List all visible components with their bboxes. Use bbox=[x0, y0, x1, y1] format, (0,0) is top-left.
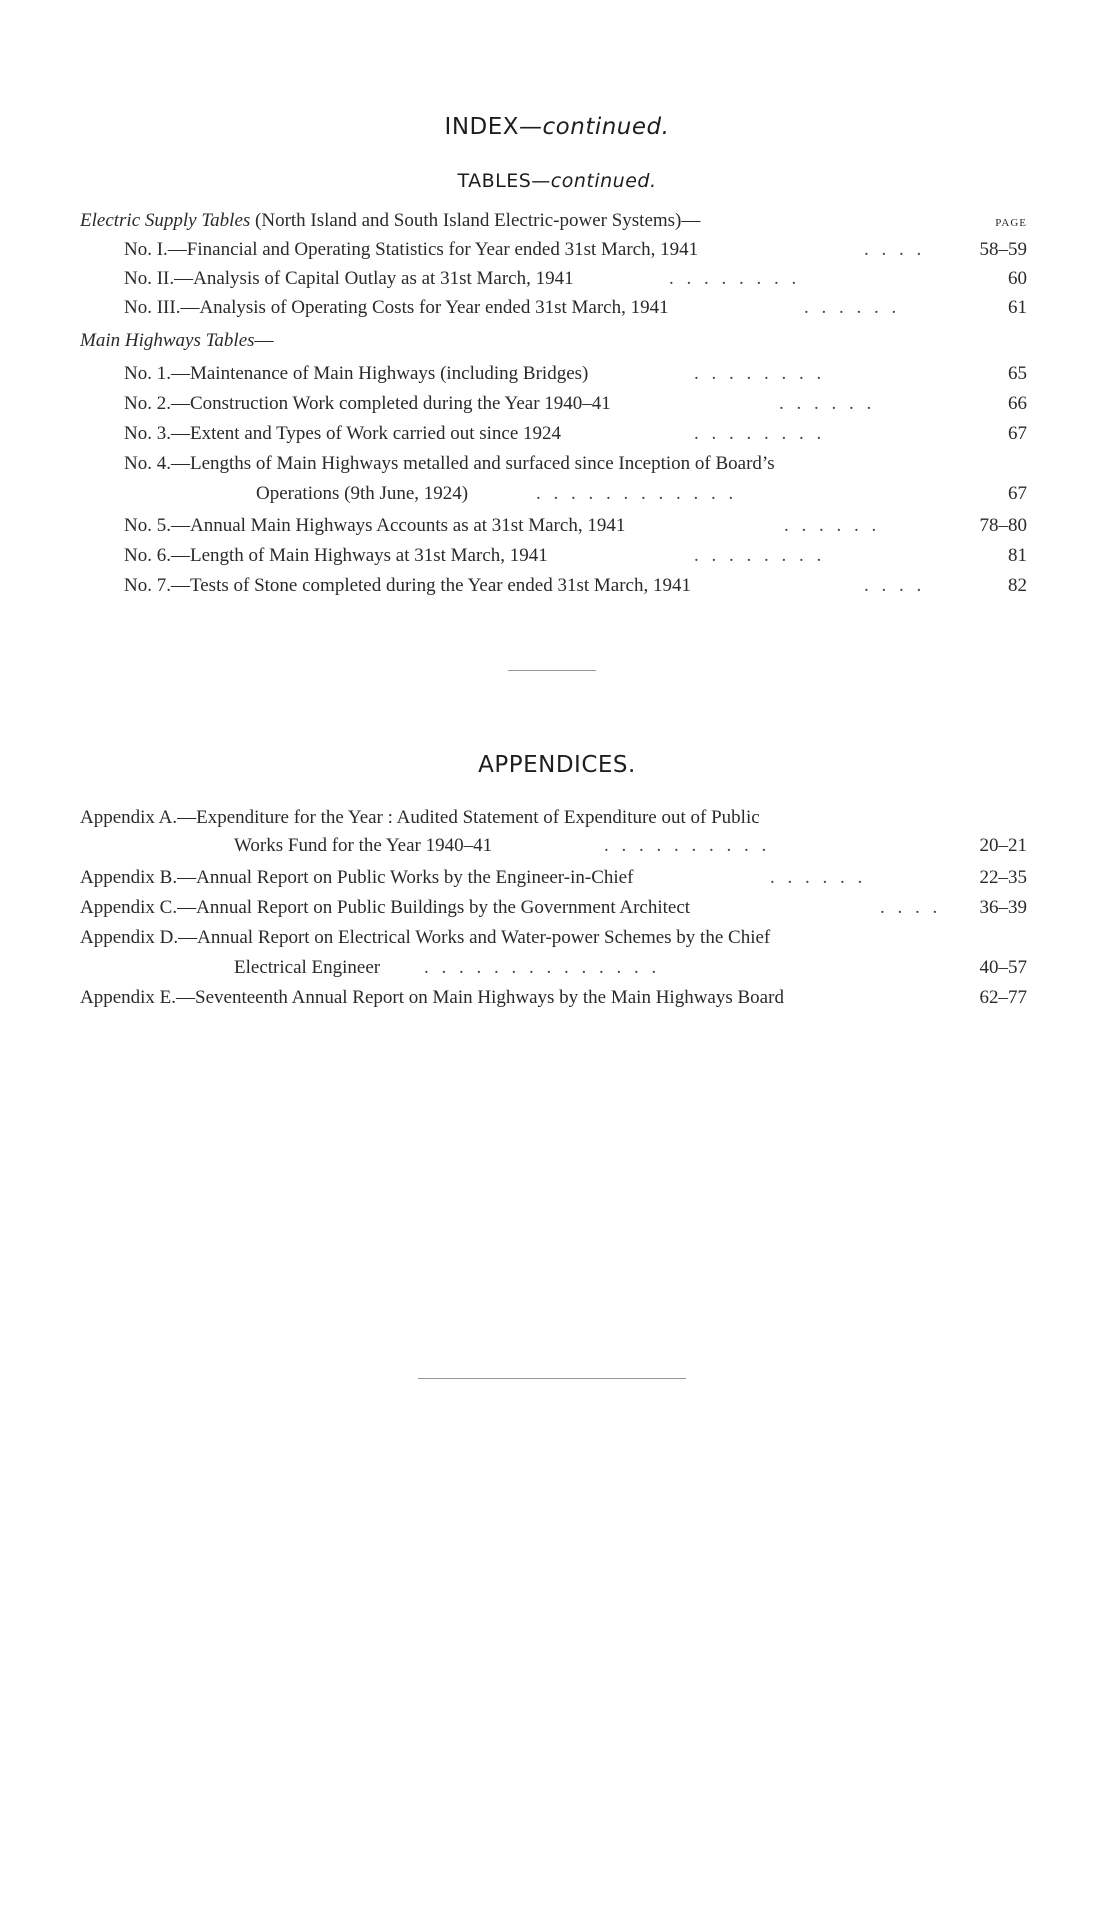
appendix-entry: Appendix A.—Expenditure for the Year : Audited Statement of Expenditure out of Public bbox=[80, 807, 760, 828]
page-number: 66 bbox=[1008, 393, 1027, 414]
index-entry: No. 5.—Annual Main Highways Accounts as at 31st March, 1941 . . . . . . 78–80 bbox=[124, 512, 1027, 540]
index-heading: INDEX—continued. bbox=[444, 114, 670, 140]
appendix-entry-continuation: Works Fund for the Year 1940–41 . . . . . . . . . . 20–21 bbox=[234, 832, 1027, 860]
index-entry: No. 4.—Lengths of Main Highways metalled and surfaced since Inception of Board’s bbox=[124, 453, 775, 474]
index-entry: No. III.—Analysis of Operating Costs for Year ended 31st March, 1941 . . . . . . 61 bbox=[124, 294, 1027, 322]
index-entry: No. II.—Analysis of Capital Outlay as at 31st March, 1941 . . . . . . . . 60 bbox=[124, 265, 1027, 293]
appendix-entry-continuation: Electrical Engineer . . . . . . . . . . . . . . 40–57 bbox=[234, 954, 1027, 982]
page-number: 36–39 bbox=[979, 897, 1027, 918]
electric-section-title: Electric Supply Tables (North Island and South Island Electric-power Systems)— PAGE bbox=[80, 207, 1027, 235]
page-column-label: PAGE bbox=[995, 217, 1027, 229]
page-number: 60 bbox=[1008, 268, 1027, 289]
page-number: 65 bbox=[1008, 363, 1027, 384]
end-divider bbox=[418, 1378, 686, 1379]
page-number: 22–35 bbox=[979, 867, 1027, 888]
page-number: 78–80 bbox=[979, 515, 1027, 536]
page-number: 40–57 bbox=[979, 957, 1027, 978]
tables-heading: TABLES—continued. bbox=[457, 170, 657, 192]
index-entry: No. 1.—Maintenance of Main Highways (including Bridges) . . . . . . . . 65 bbox=[124, 360, 1027, 388]
index-entry: No. 6.—Length of Main Highways at 31st March, 1941 . . . . . . . . 81 bbox=[124, 542, 1027, 570]
index-entry: No. 2.—Construction Work completed during the Year 1940–41 . . . . . . 66 bbox=[124, 390, 1027, 418]
page-number: 61 bbox=[1008, 297, 1027, 318]
index-entry: No. 3.—Extent and Types of Work carried out since 1924 . . . . . . . . 67 bbox=[124, 420, 1027, 448]
appendices-heading: APPENDICES. bbox=[478, 752, 636, 778]
index-entry: No. I.—Financial and Operating Statistics for Year ended 31st March, 1941 . . . . 58–59 bbox=[124, 236, 1027, 264]
highways-section-title: Main Highways Tables— bbox=[80, 330, 274, 351]
appendix-entry: Appendix E.—Seventeenth Annual Report on Main Highways by the Main Highways Board 62–77 bbox=[80, 984, 1027, 1012]
appendix-entry: Appendix B.—Annual Report on Public Works by the Engineer-in-Chief . . . . . . 22–35 bbox=[80, 864, 1027, 892]
appendix-entry: Appendix D.—Annual Report on Electrical Works and Water-power Schemes by the Chief bbox=[80, 927, 771, 948]
page-number: 20–21 bbox=[979, 835, 1027, 856]
appendix-entry: Appendix C.—Annual Report on Public Buildings by the Government Architect . . . . 36–39 bbox=[80, 894, 1027, 922]
page-number: 67 bbox=[1008, 483, 1027, 504]
page-number: 81 bbox=[1008, 545, 1027, 566]
page-number: 58–59 bbox=[979, 239, 1027, 260]
section-divider bbox=[508, 670, 596, 671]
page-number: 67 bbox=[1008, 423, 1027, 444]
page-number: 82 bbox=[1008, 575, 1027, 596]
page-number: 62–77 bbox=[979, 987, 1027, 1008]
index-entry: No. 7.—Tests of Stone completed during the Year ended 31st March, 1941 . . . . 82 bbox=[124, 572, 1027, 600]
index-entry-continuation: Operations (9th June, 1924) . . . . . . . . . . . . 67 bbox=[256, 480, 1027, 508]
